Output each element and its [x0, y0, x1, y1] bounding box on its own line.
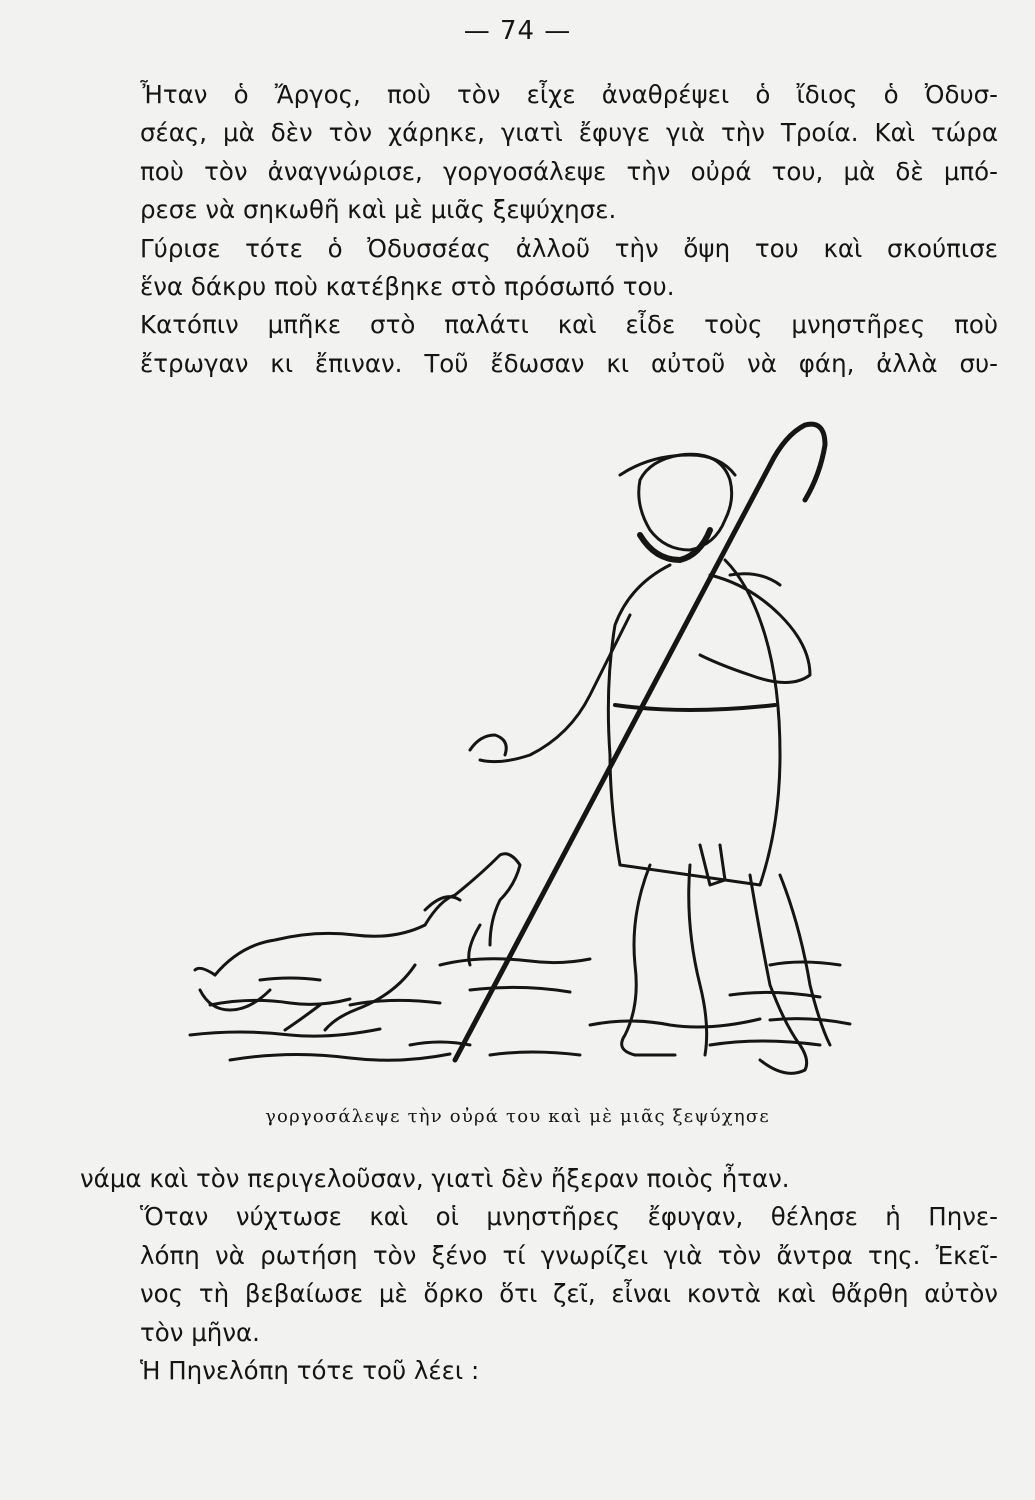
odysseus-figure [470, 454, 830, 1073]
text-block-bottom [80, 1160, 998, 1390]
text-line: Ἦταν ὁ Ἄργος, ποὺ τὸν εἶχε ἀναθρέψει ὁ ἴδιος ὁ Ὀδυσ- [140, 80, 998, 109]
text-line: ἕνα δάκρυ ποὺ κατέβηκε στὸ πρόσωπό του. [140, 272, 675, 302]
text-line: νος τὴ βεβαίωσε μὲ ὅρκο ὅτι ζεῖ, εἶναι κοντὰ καὶ θἄρθη αὐτὸν [140, 1279, 998, 1309]
paragraph [80, 1198, 998, 1352]
text-line: Ἡ Πηνελόπη τότε τοῦ λέει : [140, 1356, 480, 1386]
ground-strokes [190, 959, 850, 1061]
illustration-odysseus-and-argos [170, 405, 870, 1095]
paragraph [80, 1160, 998, 1198]
text-line: ποὺ τὸν ἀναγνώρισε, γοργοσάλεψε τὴν οὐρά του, μὰ δὲ μπό- [140, 156, 998, 186]
text-line: λόπη νὰ ρωτήση τὸν ξένο τί γνωρίζει γιὰ τὸν ἄντρα της. Ἐκεῖ- [140, 1240, 998, 1270]
page-number: — 74 — [463, 16, 572, 46]
text-line: Γύρισε τότε ὁ Ὀδυσσέας ἀλλοῦ τὴν ὄψη του καὶ σκούπισε [140, 233, 998, 263]
text-line: Κατόπιν μπῆκε στὸ παλάτι καὶ εἶδε τοὺς μνηστῆρες ποὺ [140, 310, 998, 340]
text-line: τὸν μῆνα. [140, 1317, 260, 1347]
text-block-top [80, 76, 998, 383]
text-line: νάμα καὶ τὸν περιγελοῦσαν, γιατὶ δὲν ἤξεραν ποιὸς ἦταν. [80, 1164, 790, 1193]
text-line: ρεσε νὰ σηκωθῆ καὶ μὲ μιᾶς ξεψύχησε. [140, 195, 617, 225]
paragraph [80, 76, 998, 230]
text-line: ἔτρωγαν κι ἔπιναν. Τοῦ ἔδωσαν κι αὐτοῦ νὰ φάη, ἀλλὰ συ- [140, 348, 998, 378]
paragraph [80, 230, 998, 307]
text-line: Ὅταν νύχτωσε καὶ οἱ μνηστῆρες ἔφυγαν, θέλησε ἡ Πηνε- [140, 1202, 998, 1232]
paragraph [80, 1352, 998, 1390]
figure-caption: γοργοσάλεψε τὴν οὐρά του καὶ μὲ μιᾶς ξεψύχησε [265, 1106, 770, 1127]
text-line: σέας, μὰ δὲν τὸν χάρηκε, γιατὶ ἔφυγε γιὰ τὴν Τροία. Καὶ τώρα [140, 118, 998, 148]
paragraph [80, 306, 998, 383]
